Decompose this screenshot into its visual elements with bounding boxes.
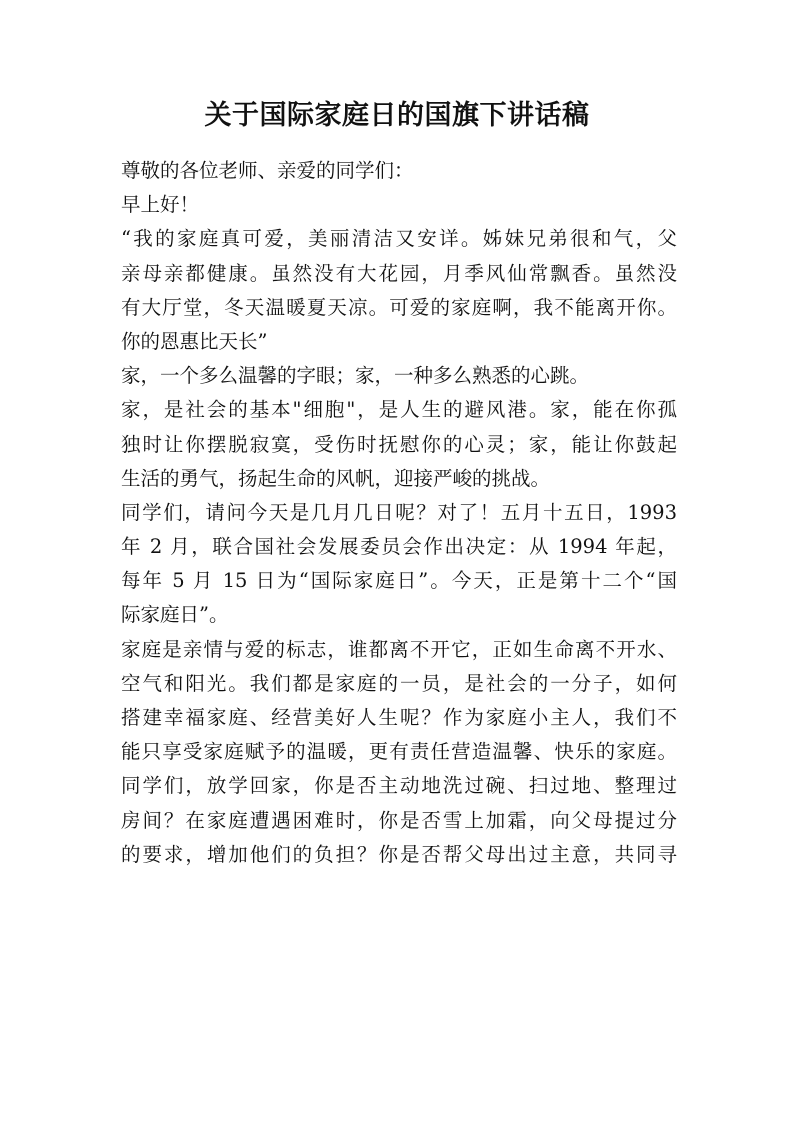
salutation-line: 尊敬的各位老师、亲爱的同学们： <box>121 159 414 182</box>
paragraph-line: 年 2 月，联合国社会发展委员会作出决定：从 1994 年起， <box>121 535 677 559</box>
paragraph-line: 的要求，增加他们的负担？你是否帮父母出过主意，共同寻 <box>121 842 677 866</box>
paragraph-line: 有大厅堂，冬天温暖夏天凉。可爱的家庭啊，我不能离开你。 <box>121 295 677 319</box>
paragraph-line: 家，是社会的基本"细胞"，是人生的避风港。家，能在你孤 <box>121 398 677 422</box>
paragraph-line: 生活的勇气，扬起生命的风帆，迎接严峻的挑战。 <box>121 466 551 490</box>
paragraph-line: 能只享受家庭赋予的温暖，更有责任营造温馨、快乐的家庭。 <box>121 740 677 764</box>
document-title: 关于国际家庭日的国旗下讲话稿 <box>204 100 590 131</box>
paragraph-line: 房间？在家庭遭遇困难时，你是否雪上加霜，向父母提过分 <box>121 808 677 832</box>
paragraph-line: 独时让你摆脱寂寞，受伤时抚慰你的心灵；家，能让你鼓起 <box>121 432 677 456</box>
paragraph-line: 家庭是亲情与爱的标志，谁都离不开它，正如生命离不开水、 <box>121 637 677 661</box>
paragraph-line: 际家庭日”。 <box>121 603 229 627</box>
paragraph-line: 同学们，请问今天是几月几日呢？对了！五月十五日，1993 <box>121 500 677 524</box>
document-body <box>121 154 677 872</box>
paragraph-line: 搭建幸福家庭、经营美好人生呢？作为家庭小主人，我们不 <box>121 706 677 729</box>
greeting-line: 早上好！ <box>121 193 200 217</box>
paragraph-line: 你的恩惠比天长” <box>121 329 268 353</box>
paragraph-line: 亲母亲都健康。虽然没有大花园，月季风仙常飘香。虽然没 <box>121 261 677 285</box>
paragraph-line: 每年 5 月 15 日为“国际家庭日”。今天，正是第十二个“国 <box>121 569 677 593</box>
paragraph-line: 空气和阳光。我们都是家庭的一员，是社会的一分子，如何 <box>121 671 677 695</box>
paragraph-line: “我的家庭真可爱，美丽清洁又安详。姊妹兄弟很和气，父 <box>121 227 677 251</box>
paragraph-line: 同学们，放学回家，你是否主动地洗过碗、扫过地、整理过 <box>121 774 677 798</box>
paragraph-line: 家，一个多么温馨的字眼；家，一种多么熟悉的心跳。 <box>121 364 590 388</box>
